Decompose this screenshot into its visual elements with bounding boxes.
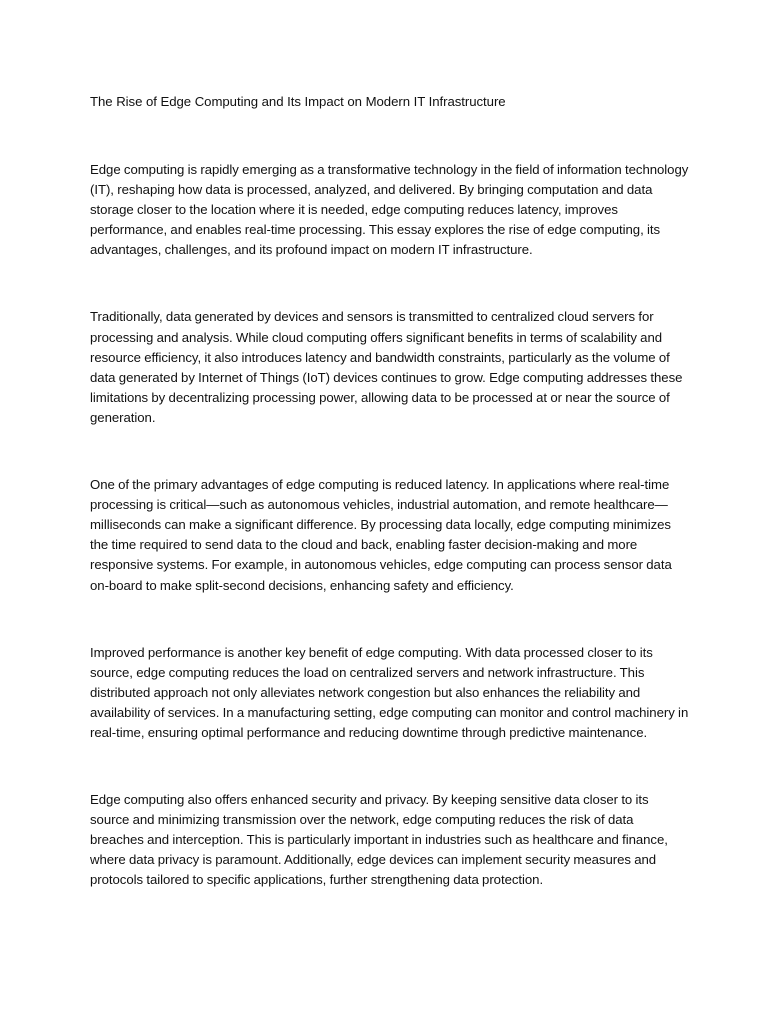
- paragraph-improved-performance: Improved performance is another key benefit of edge computing. With data processed closer to its source, edge computing reduces the load on centralized servers and network infrastructure. This distributed approach not only alleviates network congestion but also enhances the reliability and availability of services. In a manufacturing setting, edge computing can monitor and control machinery in real-time, ensuring optimal performance and reducing downtime through predictive maintenance.: [90, 644, 689, 740]
- paragraph-reduced-latency: One of the primary advantages of edge computing is reduced latency. In applications where real-time processing is critical—such as autonomous vehicles, industrial automation, and remote healthcare—milliseconds can make a significant difference. By processing data locally, edge computing minimizes the time required to send data to the cloud and back, enabling faster decision-making and more responsive systems. For example, in autonomous vehicles, edge computing can process sensor data on-board to make split-second decisions, enhancing safety and efficiency.: [90, 477, 672, 593]
- paragraph-security-privacy: Edge computing also offers enhanced security and privacy. By keeping sensitive data closer to its source and minimizing transmission over the network, edge computing reduces the risk of data breaches and interception. This is particularly important in industries such as healthcare and finance, where data privacy is paramount. Additionally, edge devices can implement security measures and protocols tailored to specific applications, further strengthening data protection.: [90, 792, 668, 888]
- document-body: [90, 92, 690, 938]
- paragraph-traditional-cloud: Traditionally, data generated by devices and sensors is transmitted to centralized cloud servers for processing and analysis. While cloud computing offers significant benefits in terms of scalability and resource efficiency, it also introduces latency and bandwidth constraints, particularly as the volume of data generated by Internet of Things (IoT) devices continues to grow. Edge computing addresses these limitations by decentralizing processing power, allowing data to be processed at or near the source of generation.: [90, 309, 683, 425]
- document-title: The Rise of Edge Computing and Its Impact on Modern IT Infrastructure: [90, 94, 506, 109]
- paragraph-introduction: Edge computing is rapidly emerging as a transformative technology in the field of information technology (IT), reshaping how data is processed, analyzed, and delivered. By bringing computation and data storage closer to the location where it is needed, edge computing reduces latency, improves performance, and enables real-time processing. This essay explores the rise of edge computing, its advantages, challenges, and its profound impact on modern IT infrastructure.: [90, 162, 689, 258]
